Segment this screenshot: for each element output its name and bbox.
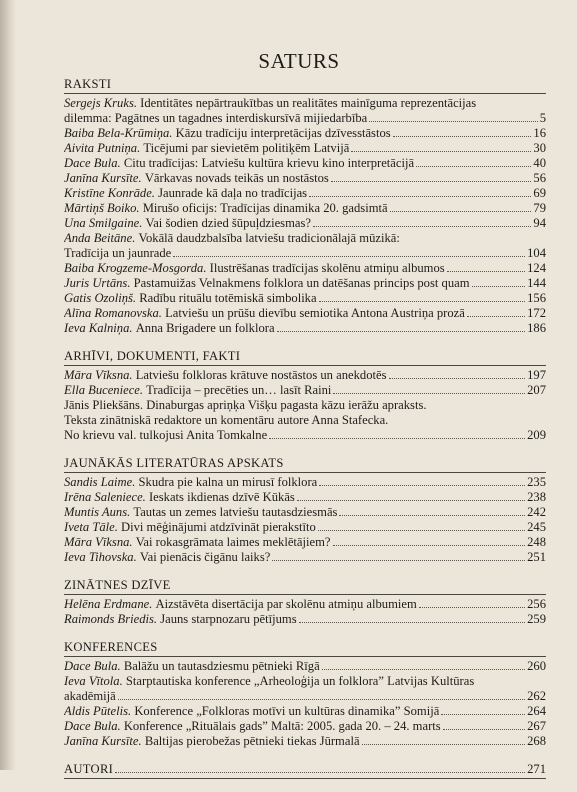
entry-text (64, 674, 474, 689)
entry-text (64, 704, 439, 719)
page-number: 271 (527, 762, 546, 776)
leader-dots (319, 475, 525, 486)
book-spine-shadow (0, 0, 16, 770)
toc-section (64, 640, 546, 749)
page-number: 262 (527, 689, 546, 703)
toc-section (64, 578, 546, 627)
entry-title: Ilustrēšanas tradīcijas skolēnu atmiņu albumos (209, 261, 445, 275)
toc-line (64, 520, 546, 535)
page-number: 104 (527, 246, 546, 260)
leader-dots (322, 659, 525, 670)
entry-author: Muntis Auns. (64, 505, 134, 519)
contents-page (64, 0, 546, 776)
entry-text (64, 171, 329, 186)
page-number: 268 (527, 734, 546, 748)
entry-text (64, 216, 311, 231)
entry-text (64, 734, 360, 749)
leader-dots (272, 550, 525, 561)
entry-text (64, 231, 400, 246)
page-number: 197 (527, 368, 546, 382)
entry-author: Dace Bula. (64, 659, 124, 673)
entry-title: Mirušo oficijs: Tradīcijas dinamika 20. gadsimtā (142, 201, 388, 215)
toc-line (64, 428, 546, 443)
entry-author: Aivita Putniņa. (64, 141, 144, 155)
entry-text (64, 550, 270, 565)
entry-text (64, 306, 465, 321)
toc-line (64, 306, 546, 321)
leader-dots (447, 261, 525, 272)
entry-title: Identitātes nepārtraukītbas un realitātes mainīguma reprezentācijas (140, 96, 477, 110)
entry-title: Pastamuižas Velnakmens folklora un datēšanas princips post quam (133, 276, 470, 290)
leader-dots (269, 428, 525, 439)
toc-entry[interactable] (64, 306, 546, 321)
entry-title: Anna Brigadere un folklora (135, 321, 275, 335)
entry-title-continued: akadēmijā (64, 689, 116, 703)
page-number: 124 (527, 261, 546, 275)
entry-author: Māra Vīksna. (64, 535, 136, 549)
entry-author: Raimonds Briedis. (64, 612, 161, 626)
entry-author: Sandis Laime. (64, 475, 139, 489)
toc-line (64, 674, 546, 689)
page-number: 259 (527, 612, 546, 626)
entry-text (64, 535, 331, 550)
toc-entry[interactable] (64, 368, 546, 383)
entry-title: Latviešu un prūšu dievību semiotika Antona Austriņa prozā (165, 306, 465, 320)
toc-section (64, 77, 546, 336)
toc-line (64, 321, 546, 336)
entry-text (64, 659, 320, 674)
entry-author: Mārtiņš Boiko. (64, 201, 143, 215)
leader-dots (393, 126, 532, 137)
entry-text (64, 520, 316, 535)
page-number: 5 (539, 111, 546, 125)
entry-author: Ieva Kalniņa. (64, 321, 136, 335)
entry-text (64, 261, 445, 276)
toc-line (64, 535, 546, 550)
entry-title: Aizstāvēta disertācija par skolēnu atmiņu albumiem (155, 597, 417, 611)
toc-line (64, 276, 546, 291)
leader-dots (299, 612, 526, 623)
toc-entry[interactable] (64, 321, 546, 336)
leader-dots (297, 490, 525, 501)
toc-line (64, 550, 546, 565)
toc-entry[interactable] (64, 383, 546, 398)
entry-text (64, 368, 387, 383)
toc-entry[interactable] (64, 734, 546, 749)
leader-dots (362, 734, 526, 745)
entry-text (64, 111, 367, 126)
toc-entry[interactable] (64, 475, 546, 490)
entry-title: Radību rituālu totēmiskā simbolika (139, 291, 317, 305)
entry-text (64, 276, 470, 291)
toc-entry[interactable] (64, 291, 546, 306)
toc-line (64, 475, 546, 490)
entry-text (64, 719, 441, 734)
entry-title: Skudra pie kalna un mirusī folklora (138, 475, 318, 489)
entry-title: Jauns starpnozaru pētījums (160, 612, 297, 626)
toc-line (64, 201, 546, 216)
toc-entry[interactable] (64, 126, 546, 141)
toc-entry[interactable] (64, 505, 546, 520)
toc-line (64, 261, 546, 276)
toc-line (64, 413, 546, 428)
toc-entry[interactable] (64, 674, 546, 704)
entry-author: Janīna Kursīte. (64, 734, 145, 748)
entry-text (64, 505, 337, 520)
entry-title: Vai rokasgrāmata laimes meklētājiem? (135, 535, 331, 549)
toc-line (64, 612, 546, 627)
toc-line (64, 291, 546, 306)
toc-line (64, 597, 546, 612)
entry-title-continued: dilemma: Pagātnes un tagadnes interdiskursīvā mijiedarbība (64, 111, 368, 125)
page-number: 235 (527, 475, 546, 489)
entry-text (64, 201, 388, 216)
leader-dots (118, 689, 525, 700)
entry-text (64, 428, 267, 443)
entry-title-continued: No krievu val. tulkojusi Anita Tomkalne (64, 428, 268, 442)
toc-line (64, 186, 546, 201)
entry-author: Janīna Kursīte. (64, 171, 145, 185)
toc-entry[interactable] (64, 261, 546, 276)
toc-entry[interactable] (64, 216, 546, 231)
toc-line (64, 505, 546, 520)
leader-dots (313, 216, 531, 227)
page-number: 209 (527, 428, 546, 442)
entry-text (64, 126, 391, 141)
entry-text (64, 689, 116, 704)
toc-line (64, 171, 546, 186)
entry-title: Vai pienācis čigānu laiks? (139, 550, 271, 564)
page-title: SATURS (258, 49, 340, 73)
page-number: 16 (533, 126, 546, 140)
leader-dots (390, 201, 532, 212)
leader-dots (369, 111, 537, 122)
toc-entry[interactable] (64, 612, 546, 627)
entry-title: Kāzu tradīciju interpretācijas dzīvesstāstos (175, 126, 391, 140)
toc-line (64, 96, 546, 111)
entry-title: Jaunrade kā daļa no tradīcijas (158, 186, 308, 200)
toc-entry[interactable] (64, 490, 546, 505)
entry-author: Ieva Tihovska. (64, 550, 140, 564)
section-heading: ARHĪVI, DOKUMENTI, FAKTI (64, 349, 241, 363)
entry-text (64, 383, 331, 398)
page-number: 238 (527, 490, 546, 504)
toc-entry[interactable] (64, 535, 546, 550)
section-rule (64, 778, 546, 779)
page-number: 207 (527, 383, 546, 397)
entry-title: Vai šodien dzied šūpuļdziesmas? (145, 216, 311, 230)
section-rule (64, 472, 546, 473)
entry-text (64, 96, 476, 111)
leader-dots (318, 520, 525, 531)
section-rule (64, 594, 546, 595)
toc-line (64, 490, 546, 505)
leader-dots (389, 368, 526, 379)
entry-author: Irēna Saleniece. (64, 490, 149, 504)
leader-dots (115, 762, 525, 773)
toc-entry[interactable] (64, 597, 546, 612)
section-rule (64, 656, 546, 657)
entry-title: Latviešu folkloras krātuve nostāstos un anekdotēs (135, 368, 387, 382)
toc-entry[interactable] (64, 520, 546, 535)
toc-section (64, 349, 546, 443)
page-number: 30 (533, 141, 546, 155)
toc-line (64, 689, 546, 704)
page-number: 156 (527, 291, 546, 305)
entry-author: Anda Beitāne. (64, 231, 139, 245)
leader-dots (333, 383, 525, 394)
toc-line (64, 141, 546, 156)
entry-author: Helēna Erdmane. (64, 597, 156, 611)
entry-text (64, 156, 414, 171)
page-number: 144 (527, 276, 546, 290)
entry-author: Dace Bula. (64, 719, 124, 733)
entry-author: Māra Vīksna. (64, 368, 136, 382)
entry-title: Divi mēģinājumi atdzīvināt pierakstīto (121, 520, 316, 534)
toc-section (64, 456, 546, 565)
entry-title: Baltijas pierobežas pētnieki tiekas Jūrmalā (144, 734, 360, 748)
section-heading: JAUNĀKĀS LITERATŪRAS APSKATS (64, 456, 284, 470)
page-number: 264 (527, 704, 546, 718)
leader-dots (467, 306, 525, 317)
entry-author: Dace Bula. (64, 156, 124, 170)
toc-line (64, 734, 546, 749)
entry-title: Vokālā daudzbalsība latviešu tradicionālajā mūzikā: (138, 231, 400, 245)
toc-line (64, 704, 546, 719)
leader-dots (331, 171, 532, 182)
leader-dots (351, 141, 531, 152)
entry-text (64, 186, 307, 201)
page-number: 94 (533, 216, 546, 230)
toc-entry[interactable] (64, 550, 546, 565)
toc-entry[interactable] (64, 201, 546, 216)
entry-title: Ticējumi par sievietēm politiķēm Latvijā (143, 141, 350, 155)
entry-author: Iveta Tāle. (64, 520, 122, 534)
entry-author: Alīna Romanovska. (64, 306, 166, 320)
page-number: 256 (527, 597, 546, 611)
entry-author: Una Smilgaine. (64, 216, 146, 230)
entry-text (64, 291, 317, 306)
toc-entry[interactable] (64, 156, 546, 171)
entry-title: Citu tradīcijas: Latviešu kultūra krievu kino interpretācijā (123, 156, 415, 170)
entry-title: Ieskats ikdienas dzīvē Kūkās (148, 490, 295, 504)
toc-line (64, 156, 546, 171)
toc-line (64, 216, 546, 231)
toc-line (64, 719, 546, 734)
entry-author: Aldis Pūtelis. (64, 704, 135, 718)
entry-title-continued: Tradīcija un jaunrade (64, 246, 172, 260)
toc-section (64, 762, 546, 779)
entry-text (64, 141, 349, 156)
toc-line (64, 126, 546, 141)
page-number: 79 (533, 201, 546, 215)
leader-dots (277, 321, 526, 332)
toc-line (64, 398, 546, 413)
entry-text (64, 475, 317, 490)
entry-author: Kristīne Konrāde. (64, 186, 159, 200)
toc-line (64, 111, 546, 126)
page-number: 172 (527, 306, 546, 320)
entry-author: Sergejs Kruks. (64, 96, 141, 110)
section-heading: RAKSTI (64, 77, 112, 91)
entry-text (64, 321, 275, 336)
section-rule (64, 365, 546, 366)
leader-dots (441, 704, 525, 715)
page-number: 40 (533, 156, 546, 170)
entry-author: Juris Urtāns. (64, 276, 134, 290)
entry-author: Ieva Vītola. (64, 674, 126, 688)
entry-title: Tradīcija – precēties un… lasīt Raini (146, 383, 332, 397)
toc-entry[interactable] (64, 276, 546, 291)
entry-text (64, 398, 427, 413)
entry-text (64, 490, 295, 505)
table-of-contents (64, 77, 546, 792)
toc-line (64, 231, 546, 246)
toc-entry[interactable] (64, 659, 546, 674)
page-number: 69 (533, 186, 546, 200)
leader-dots (419, 597, 525, 608)
toc-entry[interactable] (64, 141, 546, 156)
entry-text (64, 413, 388, 428)
page-number: 245 (527, 520, 546, 534)
leader-dots (319, 291, 526, 302)
entry-title-continued: Teksta zinātniskā redaktore un komentāru autore Anna Stafecka. (64, 413, 389, 427)
page-number: 56 (533, 171, 546, 185)
page-number: 248 (527, 535, 546, 549)
toc-line (64, 383, 546, 398)
page-number: 267 (527, 719, 546, 733)
toc-entry[interactable] (64, 186, 546, 201)
leader-dots (309, 186, 531, 197)
section-rule (64, 93, 546, 94)
page-number: 242 (527, 505, 546, 519)
entry-text (64, 612, 297, 627)
page-number: 186 (527, 321, 546, 335)
toc-entry[interactable] (64, 398, 546, 443)
entry-title: Jānis Pliekšāns. Dinaburgas apriņķa Višķu pagasta kāzu ierāžu apraksts. (64, 398, 427, 412)
leader-dots (472, 276, 526, 287)
toc-line (64, 246, 546, 261)
leader-dots (339, 505, 525, 516)
leader-dots (333, 535, 526, 546)
entry-author: Ella Buceniece. (64, 383, 147, 397)
leader-dots (416, 156, 531, 167)
entry-title: Konference „Rituālais gads” Maltā: 2005. gada 20. – 24. marts (123, 719, 441, 733)
section-heading: KONFERENCES (64, 640, 158, 654)
leader-dots (443, 719, 525, 730)
toc-entry[interactable] (64, 231, 546, 261)
toc-line (64, 659, 546, 674)
page-number: 251 (527, 550, 546, 564)
toc-entry[interactable] (64, 171, 546, 186)
toc-line (64, 368, 546, 383)
entry-title: Konference „Folkloras motīvi un kultūras dinamika” Somijā (134, 704, 440, 718)
section-heading: ZINĀTNES DZĪVE (64, 578, 171, 592)
entry-text (64, 246, 171, 261)
toc-entry[interactable] (64, 719, 546, 734)
entry-author: Gatis Ozoliņš. (64, 291, 140, 305)
entry-title: Starptautiska konference „Arheoloģija un folklora” Latvijas Kultūras (125, 674, 475, 688)
section-heading: AUTORI (64, 762, 114, 776)
entry-text (64, 597, 417, 612)
leader-dots (173, 246, 525, 257)
toc-entry[interactable] (64, 96, 546, 126)
entry-author: Baiba Bela-Krūmiņa. (64, 126, 176, 140)
entry-author: Baiba Krogzeme-Mosgorda. (64, 261, 210, 275)
entry-title: Vārkavas novads teikās un nostāstos (144, 171, 329, 185)
entry-title: Tautas un zemes latviešu tautasdziesmās (133, 505, 338, 519)
toc-entry[interactable] (64, 704, 546, 719)
entry-title: Balāžu un tautasdziesmu pētnieki Rīgā (123, 659, 320, 673)
page-number: 260 (527, 659, 546, 673)
